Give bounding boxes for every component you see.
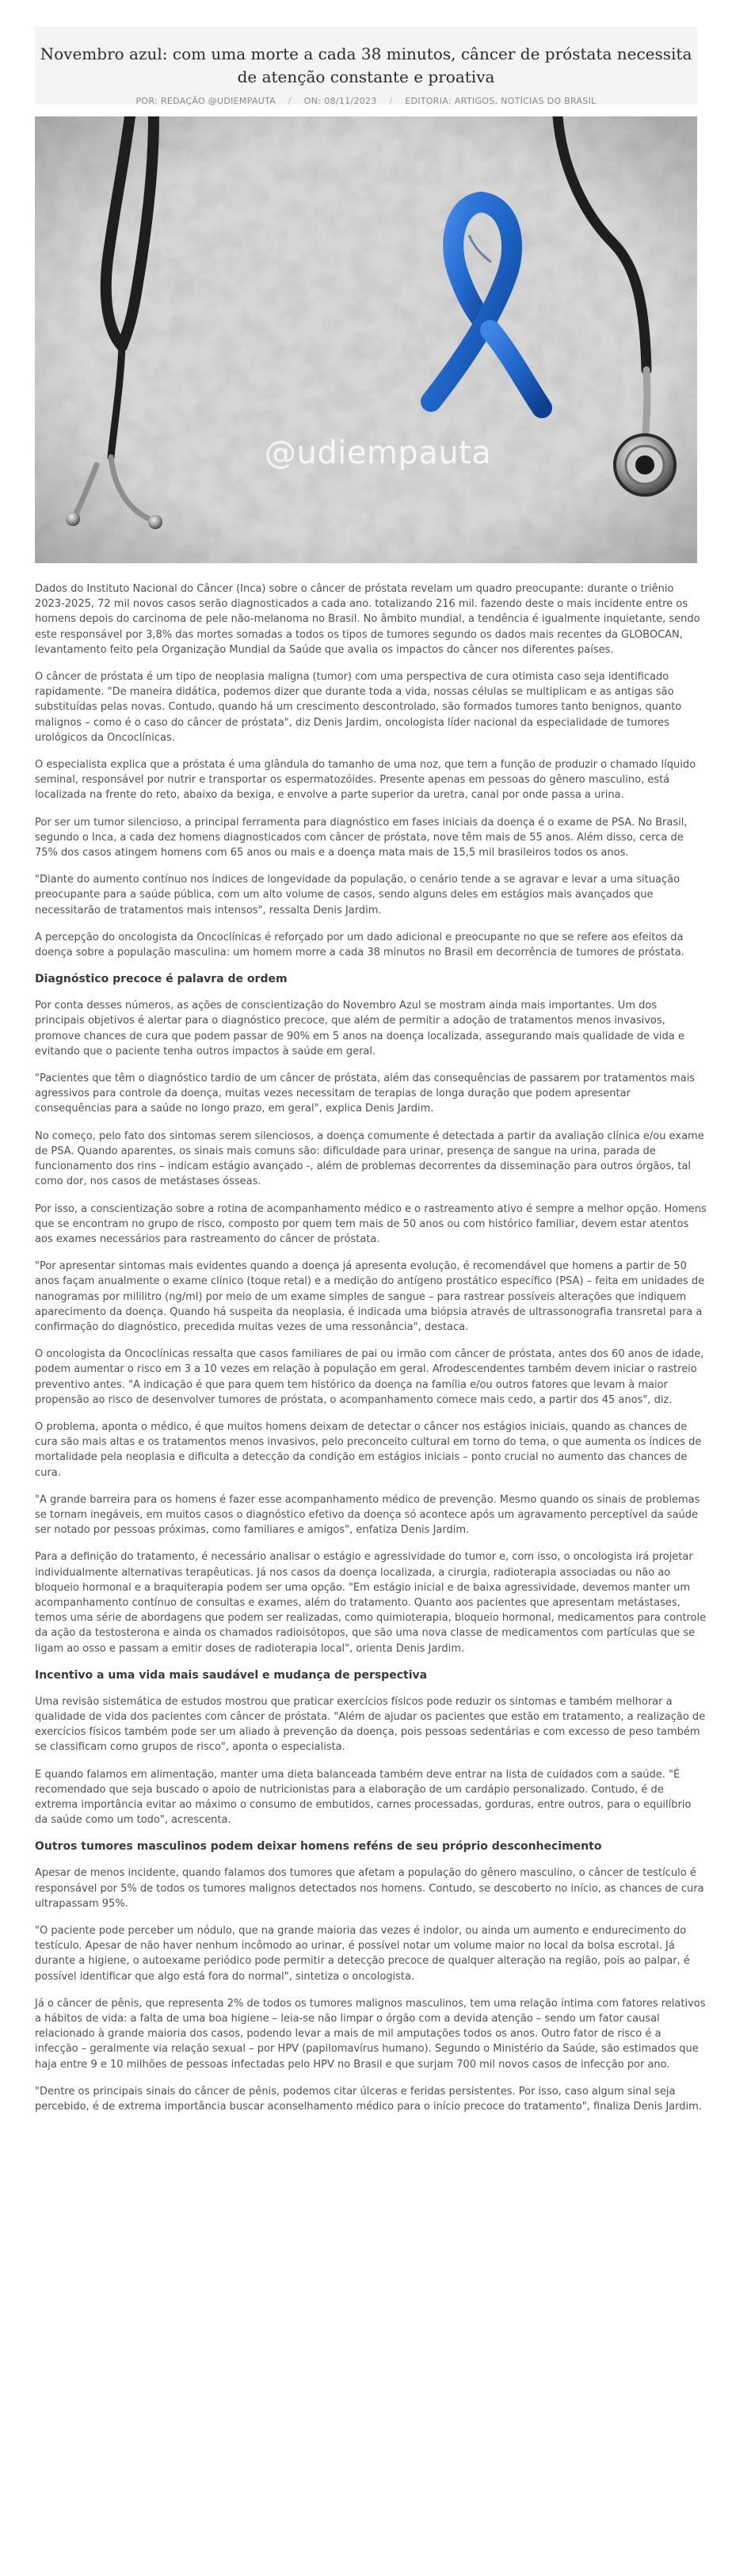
section-heading: Outros tumores masculinos podem deixar homens reféns de seu próprio desconhecimento bbox=[35, 1840, 602, 1854]
by-label: POR: bbox=[135, 96, 158, 106]
post-meta bbox=[35, 96, 697, 106]
featured-image bbox=[35, 116, 697, 563]
post-date: 08/11/2023 bbox=[324, 96, 377, 106]
category-links[interactable]: ARTIGOS, NOTÍCIAS DO BRASIL bbox=[454, 96, 597, 106]
article-body bbox=[35, 581, 707, 2126]
paragraph: "O paciente pode perceber um nódulo, que na grande maioria das vezes é indolor, ou ainda um aumento e endurecimento do testículo. Apesar de não haver nenhum incômodo ao urinar, é possível notar um volume maior no local da bolsa escrotal. Já durante a higiene, o autoexame periódico pode permitir a detecção precoce de qualquer alteração na região, pois ao palpar, é possível identificar que algo está fora do normal", sintetiza o oncologista. bbox=[35, 1925, 690, 1983]
author-link[interactable]: REDAÇÃO @UDIEMPAUTA bbox=[160, 96, 276, 106]
paragraph: "Dentre os principais sinais do câncer de pênis, podemos citar úlceras e feridas persistentes. Por isso, caso algum sinal seja percebido, é de extrema importância buscar aconselhamento médico para o início precoce do tratamento", finaliza Denis Jardim. bbox=[35, 2085, 702, 2113]
paragraph: O oncologista da Oncoclínicas ressalta que casos familiares de pai ou irmão com câncer de próstata, antes dos 60 anos de idade, podem aumentar o risco em 3 a 10 vezes em relação à população em geral. Afrodescendentes também devem iniciar o rastreio preventivo antes. "A indicação é que para quem tem histórico da doença na família e/ou outros fatores que levam à maior propensão ao risco de desenvolver tumores de próstata, o acompanhamento comece mais cedo, a partir dos 45 anos", diz. bbox=[35, 1348, 704, 1406]
on-label: ON: bbox=[303, 96, 322, 106]
paragraph: O especialista explica que a próstata é uma glândula do tamanho de uma noz, que tem a função de produzir o chamado líquido seminal, responsável por nutrir e transportar os espermatozóides. Presente apenas em pessoas do gênero masculino, está localizada na frente do reto, abaixo da bexiga, e envolve a parte superior da uretra, canal por onde passa a urina. bbox=[35, 759, 696, 802]
watermark-text: @udiempauta bbox=[265, 435, 492, 471]
paragraph: O problema, aponta o médico, é que muitos homens deixam de detectar o câncer nos estágios iniciais, quando as chances de cura são mais altas e os tratamentos menos invasivos, pelo preconceito cultural em torno do tema, o que aumenta os índices de mortalidade pela neoplasia e dificulta a detecção da condição em estágios iniciais – ponto crucial no aumento das chances de cura. bbox=[35, 1420, 702, 1479]
paragraph: Por isso, a conscientização sobre a rotina de acompanhamento médico e o rastreamento ativo é sempre a melhor opção. Homens que se encontram no grupo de risco, composto por quem tem mais de 50 anos ou com histórico familiar, devem estar atentos aos exames necessários para rastreamento do câncer de próstata. bbox=[35, 1202, 707, 1245]
paragraph: A percepção do oncologista da Oncoclínicas é reforçado por um dado adicional e preocupante no que se refere aos efeitos da doença sobre a população masculina: um homem morre a cada 38 minutos no Brasil em decorrência de tumores de próstata. bbox=[35, 931, 684, 959]
paragraph: E quando falamos em alimentação, manter uma dieta balanceada também deve entrar na lista de cuidados com a saúde. "É recomendado que seja buscado o apoio de nutricionistas para a elaboração de um cardápio personalizado. Contudo, é de extrema importância evitar ao máximo o consumo de embutidos, carnes processadas, gorduras, entre outros, para o equilíbrio da saúde como um todo", acrescenta. bbox=[35, 1768, 692, 1827]
paragraph: Já o câncer de pênis, que representa 2% de todos os tumores malignos masculinos, tem uma relação íntima com fatores relativos a hábitos de vida: a falta de uma boa higiene – leia-se não limpar o órgão com a devida atenção – sendo um fator causal relacionado à grande maioria dos casos, podendo levar a mais de mil amputações todos os anos. Outro fator de risco é a infecção – geralmente via relação sexual – por HPV (papilomavírus humano). Segundo o Ministério da Saúde, são estimados que haja entre 9 e 10 milhões de pessoas infectadas pelo HPV no Brasil e que surjam 700 mil novos casos de infecção por ano. bbox=[35, 1997, 706, 2071]
paragraph: "Por apresentar sintomas mais evidentes quando a doença já apresenta evolução, é recomendável que homens a partir de 50 anos façam anualmente o exame clínico (toque retal) e a medição do antígeno prostático específico (PSA) – feita em unidades de nanogramas por mililitro (ng/ml) por meio de um exame simples de sangue – para rastrear possíveis alterações que indiquem aparecimento da doença. Quando há suspeita da neoplasia, é indicada uma biópsia através de ultrassonografia transretal para a confirmação do diagnóstico, precedida muitas vezes de uma ressonância", destaca. bbox=[35, 1260, 705, 1333]
paragraph: "A grande barreira para os homens é fazer esse acompanhamento médico de prevenção. Mesmo quando os sinais de problemas se tornam inegáveis, em muitos casos o diagnóstico efetivo da doença só acontece após um agravamento perceptível da saúde ser notado por pessoas próximas, como familiares e amigos", enfatiza Denis Jardim. bbox=[35, 1493, 700, 1537]
paragraph: "Pacientes que têm o diagnóstico tardio de um câncer de próstata, além das consequências de passarem por tratamentos mais agressivos para controle da doença, muitas vezes necessitam de terapias de longa duração que podem apresentar consequências para a saúde no longo prazo, em geral", explica Denis Jardim. bbox=[35, 1073, 696, 1115]
paragraph: "Diante do aumento contínuo nos índices de longevidade da população, o cenário tende a se agravar e levar a uma situação preocupante para a saúde pública, com um alto volume de casos, sendo alguns deles em estágios mais avançados que necessitarão de tratamentos mais intensos", ressalta Denis Jardim. bbox=[35, 874, 681, 916]
paragraph: No começo, pelo fato dos sintomas serem silenciosos, a doença comumente é detectada a partir da avaliação clínica e/ou exame de PSA. Quando aparentes, os sinais mais comuns são: dificuldade para urinar, presença de sangue na urina, parada de funcionamento dos rins – indicam estágio avançado -, além de problemas decorrentes da disseminação para outros órgãos, tal como dor, nos casos de metástases ósseas. bbox=[35, 1130, 704, 1188]
post-title: Novembro azul: com uma morte a cada 38 minutos, câncer de próstata necessita de atenção constante e proativa bbox=[40, 44, 692, 86]
paragraph: Para a definição do tratamento, é necessário analisar o estágio e agressividade do tumor e, com isso, o oncologista irá projetar individualmente alternativas terapêuticas. Já nos casos da doença localizada, a cirurgia, radioterapia associadas ou não ao bloqueio hormonal e a braquiterapia podem ser uma opção. "Em estágio inicial e de baixa agressividade, devemos manter um acompanhamento contínuo de consultas e exames, além do tratamento. Quanto aos pacientes que apresentam metástases, temos uma série de abordagens que podem ser realizadas, como quimioterapia, bloqueio hormonal, medicamentos para controle da ação da testosterona e ainda os chamados radioisótopos, que são uma nova classe de medicamentos com partículas que se ligam ao osso e passam a emitir doses de radioterapia local", orienta Denis Jardim. bbox=[35, 1551, 707, 1655]
section-heading: Diagnóstico precoce é palavra de ordem bbox=[35, 973, 288, 986]
paragraph: Uma revisão sistemática de estudos mostrou que praticar exercícios físicos pode reduzir os sintomas e também melhorar a qualidade de vida dos pacientes com câncer de próstata. "Além de ajudar os pacientes que estão em tratamento, a realização de exercícios físicos também pode ser um aliado à prevenção da doença, pois pessoas sedentárias e com excesso de peso também se classificam como grupos de risco", aponta o especialista. bbox=[35, 1695, 706, 1754]
paragraph: Apesar de menos incidente, quando falamos dos tumores que afetam a população do gênero masculino, o câncer de testículo é responsável por 5% de todos os tumores malignos detectados nos homens. Contudo, se descoberto no início, as chances de cura ultrapassam 95%. bbox=[35, 1867, 704, 1910]
paragraph: Por ser um tumor silencioso, a principal ferramenta para diagnóstico em fases iniciais da doença é o exame de PSA. No Brasil, segundo o Inca, a cada dez homens diagnosticados com câncer de próstata, nove têm mais de 55 anos. Além disso, cerca de 75% dos casos atingem homens com 65 anos ou mais e a doença mata mais de 15,5 mil brasileiros todos os anos. bbox=[35, 816, 688, 859]
paragraph: Por conta desses números, as ações de conscientização do Novembro Azul se mostram ainda mais importantes. Um dos principais objetivos é alertar para o diagnóstico precoce, que além de permitir a adoção de tratamentos menos invasivos, promove chances de cura que podem passar de 90% em 5 anos na doença localizada, assegurando mais qualidade de vida e evitando que o paciente tenha outros impactos à saúde em geral. bbox=[35, 1000, 684, 1057]
section-heading: Incentivo a uma vida mais saudável e mudança de perspectiva bbox=[35, 1668, 428, 1682]
paragraph: Dados do Instituto Nacional do Câncer (Inca) sobre o câncer de próstata revelam um quadro preocupante: durante o triênio 2023-2025, 72 mil novos casos serão diagnosticados a cada ano. totalizando 216 mil. fazendo deste o mais incidente entre os homens depois do carcinoma de pele não-melanoma no Brasil. No âmbito mundial, a tendência é igualmente inquietante, sendo este responsável por 3,8% das mortes somadas a todos os tipos de tumores segundo os dados mais recentes da GLOBOCAN, levantamento feito pela Organização Mundial da Saúde que avalia os impactos do câncer nos diferentes países. bbox=[35, 583, 700, 656]
stethoscope-ribbon-illustration bbox=[35, 116, 697, 563]
editoria-label: EDITORIA: bbox=[405, 96, 452, 106]
meta-separator: / bbox=[389, 96, 393, 106]
paragraph: O câncer de próstata é um tipo de neoplasia maligna (tumor) com uma perspectiva de cura otimista caso seja identificado rapidamente. "De maneira didática, podemos dizer que durante toda a vida, nossas células se multiplicam e as antigas são substituídas pelas novas. Contudo, quando há um crescimento descontrolado, são formados tumores tanto benignos, quanto malignos – como é o caso do câncer de próstata", diz Denis Jardim, oncologista líder nacional da especialidade de tumores urológicos da Oncoclínicas. bbox=[35, 671, 682, 744]
post-header bbox=[35, 27, 697, 105]
meta-separator: / bbox=[288, 96, 292, 106]
